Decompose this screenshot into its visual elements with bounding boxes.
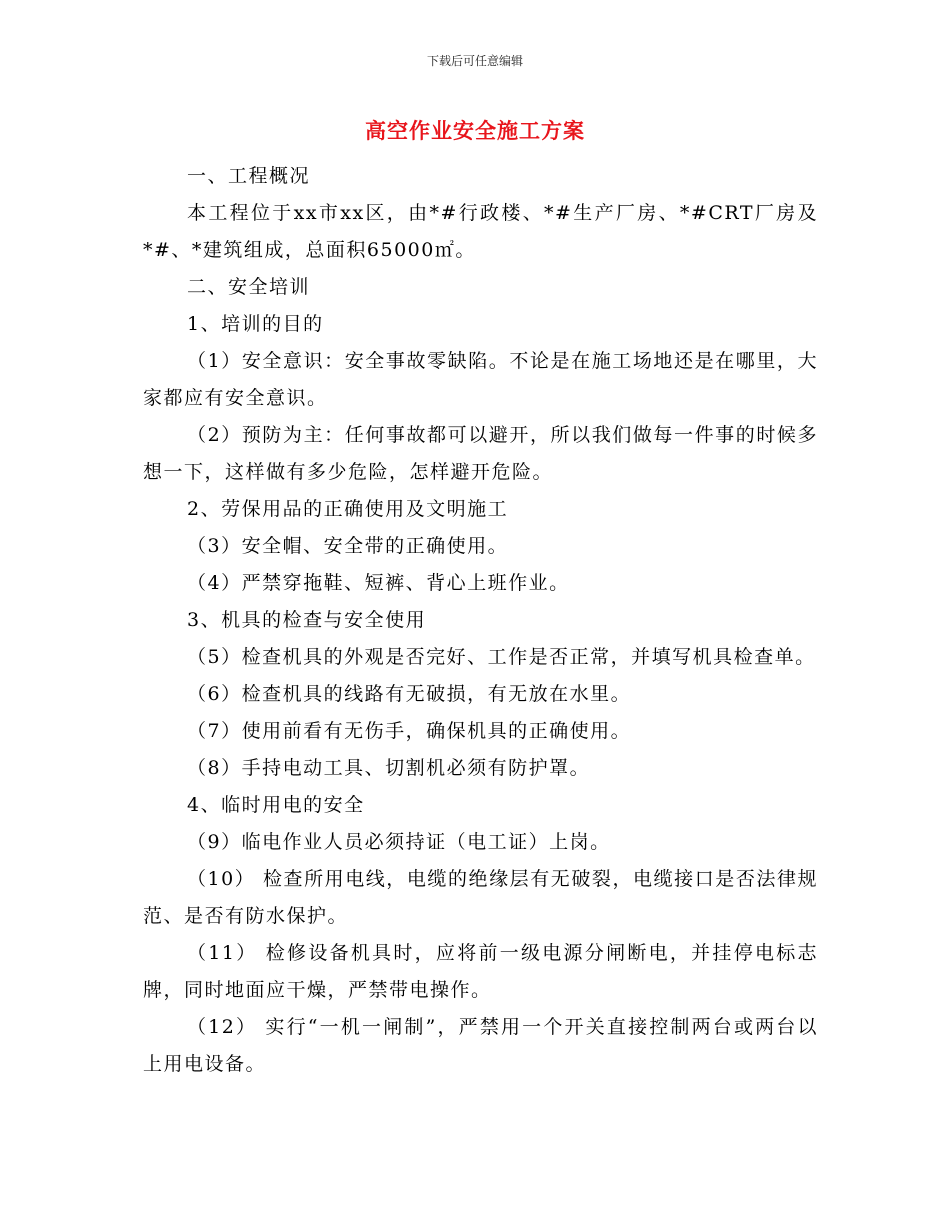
list-item-5: （5）检查机具的外观是否完好、工作是否正常，并填写机具检查单。 — [187, 646, 816, 668]
list-item-8: （8）手持电动工具、切割机必须有防护罩。 — [187, 757, 591, 779]
list-item-1: （1）安全意识：安全事故零缺陷。不论是在施工场地还是在哪里，大家都应有安全意识。 — [143, 350, 818, 409]
list-item-9: （9）临电作业人员必须持证（电工证）上岗。 — [187, 831, 611, 853]
document-body — [143, 158, 818, 1083]
list-item-2: （2）预防为主：任何事故都可以避开，所以我们做每一件事的时候多想一下，这样做有多少危险，怎样避开危险。 — [143, 424, 818, 483]
section-heading-1: 一、工程概况 — [187, 165, 311, 187]
subheading-4: 4、临时用电的安全 — [187, 794, 365, 816]
section-heading-2: 二、安全培训 — [187, 276, 311, 298]
list-item-4: （4）严禁穿拖鞋、短裤、背心上班作业。 — [187, 572, 570, 594]
list-item-10: （10） 检查所用电线，电缆的绝缘层有无破裂，电缆接口是否法律规范、是否有防水保护。 — [143, 868, 818, 927]
document-title: 高空作业安全施工方案 — [365, 118, 585, 143]
list-item-11: （11） 检修设备机具时，应将前一级电源分闸断电，并挂停电标志牌，同时地面应干燥，严禁带电操作。 — [143, 942, 818, 1001]
subheading-1: 1、培训的目的 — [187, 313, 324, 335]
list-item-12: （12） 实行“一机一闸制”，严禁用一个开关直接控制两台或两台以上用电设备。 — [143, 1016, 818, 1075]
page-header-note: 下载后可任意编辑 — [426, 54, 523, 68]
list-item-7: （7）使用前看有无伤手，确保机具的正确使用。 — [187, 720, 632, 742]
list-item-6: （6）检查机具的线路有无破损，有无放在水里。 — [187, 683, 632, 705]
subheading-2: 2、劳保用品的正确使用及文明施工 — [187, 498, 509, 520]
subheading-3: 3、机具的检查与安全使用 — [187, 609, 427, 631]
list-item-3: （3）安全帽、安全带的正确使用。 — [187, 535, 509, 557]
paragraph-project-overview: 本工程位于xx市xx区，由*#行政楼、*#生产厂房、*#CRT厂房及*#、*建筑组成，总面积65000㎡。 — [143, 202, 818, 261]
